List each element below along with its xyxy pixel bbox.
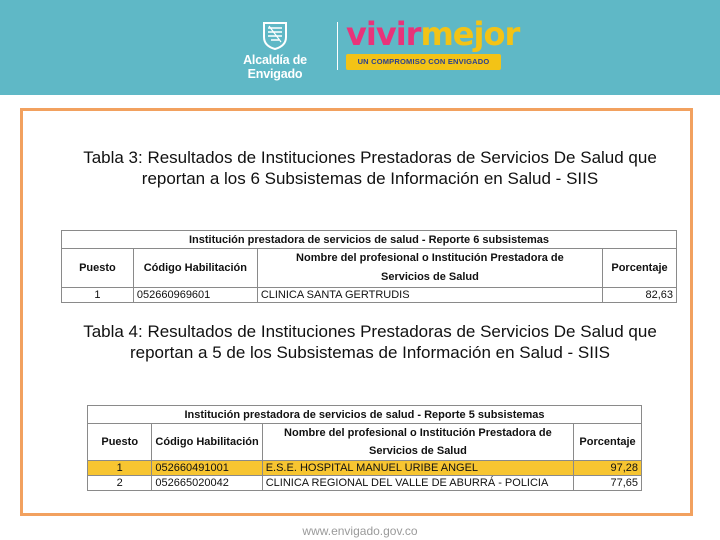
table4-cell-nombre: E.S.E. HOSPITAL MANUEL URIBE ANGEL <box>262 461 573 476</box>
table4-cell-codigo: 052660491001 <box>152 461 262 476</box>
table3-title: Tabla 3: Resultados de Instituciones Prestadoras de Servicios De Salud que reportan a los 6 Subsistemas de Información en Salud - SIIS <box>83 148 657 188</box>
table4-header-nombre: Nombre del profesional o Institución Prestadora de Servicios de Salud <box>262 424 573 461</box>
table3-cell-nombre: CLINICA SANTA GERTRUDIS <box>257 288 602 303</box>
brand-tagline: UN COMPROMISO CON ENVIGADO <box>346 54 501 70</box>
vivir-mejor-logo <box>344 15 520 73</box>
table4-cell-nombre: CLINICA REGIONAL DEL VALLE DE ABURRÁ - POLICIA <box>262 476 573 491</box>
brand-word <box>346 14 519 54</box>
table3-header-nombre: Nombre del profesional o Institución Prestadora de Servicios de Salud <box>257 249 602 288</box>
brand-word-part1: vivir <box>346 15 421 53</box>
footer-url: www.envigado.gov.co <box>302 524 418 538</box>
coat-of-arms-icon <box>260 20 290 50</box>
table3-row <box>62 288 677 303</box>
table4-cell-porcentaje: 77,65 <box>574 476 642 491</box>
brand-word-part2: mejor <box>420 15 520 53</box>
table4-cell-porcentaje: 97,28 <box>574 461 642 476</box>
table4-header-codigo: Código Habilitación <box>152 424 262 461</box>
table4-header-porcentaje: Porcentaje <box>574 424 642 461</box>
table3-caption: Institución prestadora de servicios de salud - Reporte 6 subsistemas <box>62 231 677 249</box>
table4 <box>87 405 642 491</box>
alcaldia-logo <box>215 20 335 81</box>
table3-cell-puesto: 1 <box>62 288 134 303</box>
table4-title: Tabla 4: Resultados de Instituciones Prestadoras de Servicios De Salud que reportan a 5 de los Subsistemas de Información en Salud - SIIS <box>83 322 657 362</box>
table3 <box>61 230 677 303</box>
table4-cell-puesto: 1 <box>88 461 152 476</box>
table3-header-puesto: Puesto <box>62 249 134 288</box>
org-name: Alcaldía de Envigado <box>243 53 307 81</box>
table3-cell-porcentaje: 82,63 <box>603 288 677 303</box>
table3-header-porcentaje: Porcentaje <box>603 249 677 288</box>
table4-header-puesto: Puesto <box>88 424 152 461</box>
table4-row <box>88 461 642 476</box>
table3-header-codigo: Código Habilitación <box>133 249 257 288</box>
table4-caption: Institución prestadora de servicios de salud - Reporte 5 subsistemas <box>88 406 642 424</box>
table4-cell-codigo: 052665020042 <box>152 476 262 491</box>
table4-row <box>88 476 642 491</box>
table4-cell-puesto: 2 <box>88 476 152 491</box>
logo-divider <box>337 22 338 70</box>
header-banner <box>0 0 720 95</box>
table3-cell-codigo: 052660969601 <box>133 288 257 303</box>
